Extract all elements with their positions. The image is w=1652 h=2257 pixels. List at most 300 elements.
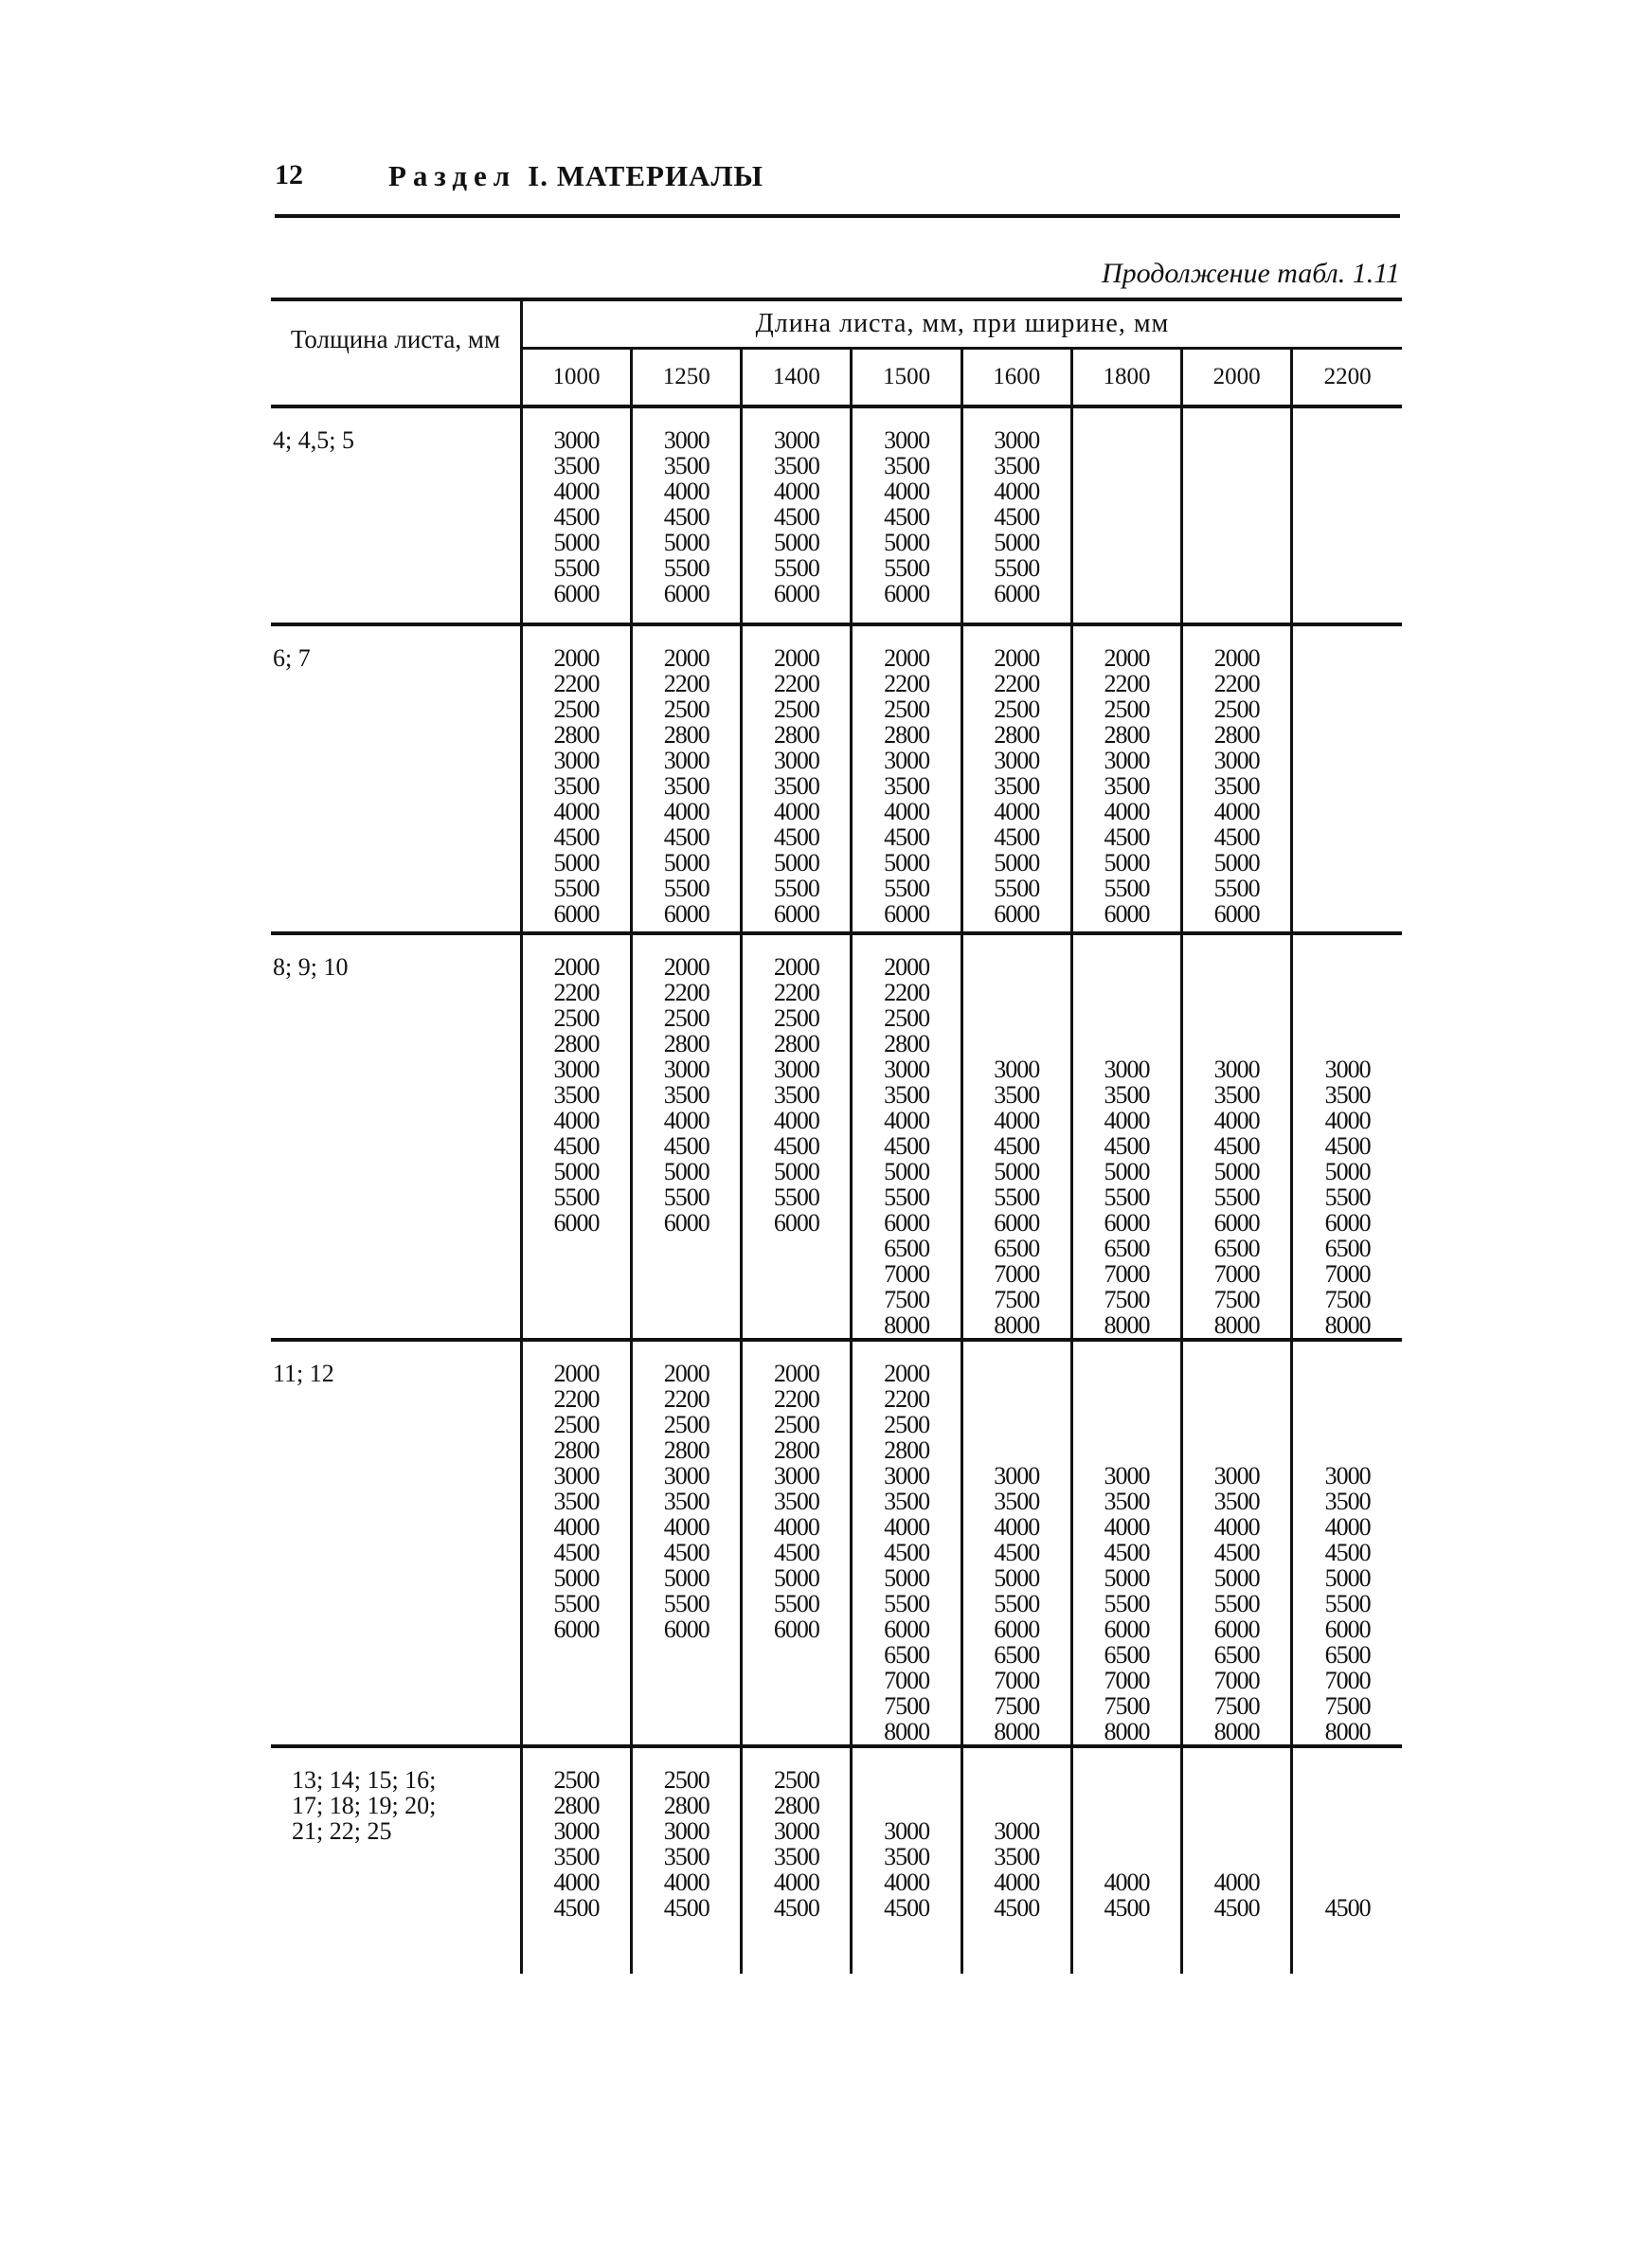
length-value: 6000 <box>1213 1209 1260 1237</box>
length-value <box>1234 954 1240 980</box>
length-value: 2000 <box>553 1360 600 1387</box>
length-value: 6500 <box>994 1641 1040 1669</box>
length-value <box>1234 1005 1240 1031</box>
length-value <box>1234 1844 1240 1869</box>
length-value: 5000 <box>773 529 819 556</box>
length-value: 3500 <box>994 1081 1040 1109</box>
length-value: 4000 <box>1104 1513 1150 1541</box>
length-value: 4000 <box>1213 1107 1260 1134</box>
length-value: 4500 <box>884 1132 930 1160</box>
length-cell <box>1071 1340 1181 1746</box>
length-value: 4500 <box>1104 1539 1150 1566</box>
length-value: 4000 <box>884 1107 930 1134</box>
width-header: 1400 <box>742 349 852 407</box>
length-value: 5000 <box>1104 1158 1150 1185</box>
length-cell <box>742 624 852 933</box>
length-value: 4000 <box>1213 1869 1260 1896</box>
length-value: 4000 <box>553 1107 600 1134</box>
length-value: 2500 <box>663 1766 709 1794</box>
length-value: 3500 <box>884 1081 930 1109</box>
length-value: 2500 <box>663 1411 709 1438</box>
length-value: 3000 <box>884 1462 930 1490</box>
length-value: 5000 <box>663 1158 709 1185</box>
length-value: 2200 <box>553 979 600 1006</box>
length-value <box>1124 1361 1130 1386</box>
thickness-value: 13; 14; 15; 16; <box>292 1766 437 1794</box>
length-value: 4500 <box>773 1894 819 1922</box>
length-value: 4000 <box>994 1513 1040 1541</box>
length-value: 8000 <box>1104 1311 1150 1339</box>
length-value: 3000 <box>553 1462 600 1490</box>
length-value: 4000 <box>553 798 600 825</box>
length-value <box>1124 954 1130 980</box>
length-value <box>1124 1767 1130 1793</box>
length-value: 2500 <box>1104 695 1150 723</box>
length-cell <box>961 1340 1071 1746</box>
length-value: 7000 <box>994 1667 1040 1694</box>
thickness-cell <box>271 624 521 933</box>
length-value: 3500 <box>1213 1488 1260 1515</box>
length-value: 3500 <box>1324 1488 1371 1515</box>
length-value <box>1234 1437 1240 1463</box>
length-value: 4000 <box>994 478 1040 505</box>
length-value: 3000 <box>994 747 1040 774</box>
length-value: 5000 <box>773 1158 819 1185</box>
length-value: 2000 <box>884 953 930 981</box>
length-value: 6000 <box>884 1616 930 1643</box>
length-value: 4500 <box>663 503 709 531</box>
length-value: 6000 <box>663 1209 709 1237</box>
length-value: 5000 <box>1324 1564 1371 1592</box>
length-value: 4500 <box>1324 1539 1371 1566</box>
length-value: 3000 <box>773 1817 819 1845</box>
length-value <box>1234 1361 1240 1386</box>
thickness-cell <box>271 1340 521 1746</box>
width-header: 2000 <box>1182 349 1292 407</box>
length-value <box>1345 954 1351 980</box>
thickness-column-header: Толщина листа, мм <box>271 299 521 406</box>
length-cell <box>1292 1340 1402 1746</box>
length-value: 5000 <box>884 849 930 876</box>
length-value: 3500 <box>553 452 600 479</box>
length-value: 3000 <box>1104 747 1150 774</box>
length-value <box>1345 1005 1351 1031</box>
length-value: 5500 <box>884 554 930 582</box>
length-value: 4500 <box>553 503 600 531</box>
length-value <box>904 1767 909 1793</box>
length-value: 4500 <box>1104 823 1150 851</box>
length-value: 6000 <box>553 900 600 928</box>
length-value: 5000 <box>1213 1158 1260 1185</box>
width-header: 2200 <box>1292 349 1402 407</box>
length-value: 3000 <box>884 1817 930 1845</box>
length-cell <box>961 933 1071 1340</box>
length-value: 4500 <box>994 823 1040 851</box>
length-value: 4000 <box>663 798 709 825</box>
length-value: 2800 <box>663 1436 709 1464</box>
length-value: 8000 <box>1213 1311 1260 1339</box>
length-value <box>1234 980 1240 1005</box>
length-value: 6500 <box>1104 1235 1150 1262</box>
length-value: 2500 <box>663 695 709 723</box>
length-value: 4000 <box>884 1513 930 1541</box>
length-value <box>1015 1412 1020 1437</box>
length-value: 8000 <box>1324 1311 1371 1339</box>
length-value: 4000 <box>1104 1107 1150 1134</box>
length-value <box>1345 980 1351 1005</box>
length-value: 3000 <box>663 1462 709 1490</box>
thickness-value: 6; 7 <box>273 644 311 672</box>
length-value: 4000 <box>553 1513 600 1541</box>
length-cell <box>1182 624 1292 933</box>
length-cell <box>742 1746 852 1974</box>
length-value: 6000 <box>1104 900 1150 928</box>
length-value: 3000 <box>773 1462 819 1490</box>
length-value: 4500 <box>553 1894 600 1922</box>
length-cell <box>852 406 961 624</box>
length-value: 3500 <box>773 1488 819 1515</box>
length-value: 5000 <box>1104 849 1150 876</box>
length-value <box>1345 1793 1351 1818</box>
length-value: 2500 <box>553 1004 600 1032</box>
length-value: 2200 <box>1213 670 1260 697</box>
length-cell <box>1071 624 1181 933</box>
length-value: 5000 <box>884 529 930 556</box>
length-value: 2500 <box>773 1004 819 1032</box>
length-value: 3500 <box>884 452 930 479</box>
length-value: 3000 <box>773 747 819 774</box>
length-value: 2000 <box>663 1360 709 1387</box>
section-title <box>388 159 763 193</box>
length-cell <box>1182 1340 1292 1746</box>
length-value: 4000 <box>773 1513 819 1541</box>
length-value: 4500 <box>994 1132 1040 1160</box>
length-value: 2500 <box>553 1411 600 1438</box>
length-value: 3000 <box>1324 1056 1371 1083</box>
length-value: 3500 <box>884 1843 930 1870</box>
length-value: 5500 <box>553 554 600 582</box>
length-value: 5500 <box>1213 1183 1260 1211</box>
length-value: 5500 <box>884 875 930 902</box>
length-value: 3500 <box>773 772 819 800</box>
length-value: 4000 <box>1104 1869 1150 1896</box>
length-value: 3500 <box>663 452 709 479</box>
length-cell <box>742 933 852 1340</box>
length-value: 4000 <box>1104 798 1150 825</box>
length-value: 4000 <box>1213 1513 1260 1541</box>
length-value: 6000 <box>663 580 709 607</box>
length-value: 2200 <box>884 1385 930 1413</box>
length-value: 8000 <box>884 1311 930 1339</box>
length-value: 3000 <box>994 426 1040 454</box>
length-value: 2000 <box>884 644 930 672</box>
length-value: 4500 <box>773 823 819 851</box>
length-value: 2800 <box>884 1436 930 1464</box>
length-value: 8000 <box>994 1311 1040 1339</box>
length-value: 2000 <box>1104 644 1150 672</box>
length-cell <box>1292 1746 1402 1974</box>
width-header: 1500 <box>852 349 961 407</box>
length-value: 4500 <box>663 823 709 851</box>
length-value: 4000 <box>773 798 819 825</box>
length-value: 6500 <box>1324 1235 1371 1262</box>
length-value: 2500 <box>773 1766 819 1794</box>
length-value: 6000 <box>553 1209 600 1237</box>
length-value: 6500 <box>884 1641 930 1669</box>
length-cell <box>852 1340 961 1746</box>
length-value: 4500 <box>663 1132 709 1160</box>
length-cell <box>632 624 742 933</box>
length-value: 5500 <box>773 1590 819 1617</box>
length-value: 3500 <box>773 1081 819 1109</box>
length-value: 7500 <box>1104 1286 1150 1313</box>
length-value <box>1345 1767 1351 1793</box>
length-value: 5000 <box>1324 1158 1371 1185</box>
length-value <box>1124 1412 1130 1437</box>
length-value: 6000 <box>553 1616 600 1643</box>
length-cell <box>961 406 1071 624</box>
length-value <box>1124 1818 1130 1844</box>
length-value: 3500 <box>1104 772 1150 800</box>
length-value: 2800 <box>1104 721 1150 749</box>
length-value: 3000 <box>1324 1462 1371 1490</box>
length-value: 4500 <box>553 823 600 851</box>
length-value: 3500 <box>663 772 709 800</box>
length-value: 3500 <box>1104 1081 1150 1109</box>
length-value: 5500 <box>1104 875 1150 902</box>
length-cell <box>1071 1746 1181 1974</box>
length-value: 5500 <box>1104 1183 1150 1211</box>
length-value: 7500 <box>1213 1692 1260 1720</box>
length-value: 5000 <box>884 1158 930 1185</box>
length-value: 2800 <box>553 1792 600 1819</box>
length-value: 2500 <box>663 1004 709 1032</box>
table-row <box>271 624 1402 933</box>
length-value <box>1015 1005 1020 1031</box>
length-value: 2000 <box>663 953 709 981</box>
length-value: 6500 <box>1324 1641 1371 1669</box>
length-value: 5000 <box>553 1564 600 1592</box>
length-value: 5500 <box>663 875 709 902</box>
length-value: 2500 <box>884 695 930 723</box>
length-value: 2200 <box>773 670 819 697</box>
length-value: 3500 <box>663 1843 709 1870</box>
length-value: 4000 <box>663 1513 709 1541</box>
length-value: 7000 <box>1213 1260 1260 1288</box>
thickness-value: 4; 4,5; 5 <box>273 426 354 454</box>
length-value: 4000 <box>663 1869 709 1896</box>
length-value: 4000 <box>553 478 600 505</box>
length-value: 2200 <box>663 1385 709 1413</box>
length-value: 3500 <box>553 1843 600 1870</box>
length-value <box>1234 1767 1240 1793</box>
length-value: 6000 <box>994 580 1040 607</box>
length-value: 4500 <box>994 503 1040 531</box>
length-value: 2500 <box>553 1766 600 1794</box>
length-value: 3500 <box>1104 1488 1150 1515</box>
length-value: 5500 <box>663 1183 709 1211</box>
length-value: 2000 <box>773 953 819 981</box>
length-value: 3000 <box>994 1056 1040 1083</box>
length-value: 2800 <box>773 721 819 749</box>
length-value: 6000 <box>1324 1209 1371 1237</box>
header-rule <box>275 214 1400 218</box>
length-value: 7500 <box>1324 1286 1371 1313</box>
length-value: 2500 <box>994 695 1040 723</box>
length-value <box>1124 1844 1130 1869</box>
length-value: 3000 <box>663 426 709 454</box>
length-value: 6000 <box>773 580 819 607</box>
length-value: 2200 <box>663 670 709 697</box>
length-value: 5000 <box>994 529 1040 556</box>
length-value: 6000 <box>663 1616 709 1643</box>
length-value <box>1234 1031 1240 1056</box>
length-value: 3500 <box>994 452 1040 479</box>
length-value: 3500 <box>663 1488 709 1515</box>
length-value: 3000 <box>1104 1462 1150 1490</box>
thickness-value: 21; 22; 25 <box>292 1817 392 1845</box>
length-value <box>1015 1386 1020 1412</box>
length-value: 2200 <box>994 670 1040 697</box>
sheet-size-table <box>271 298 1402 1974</box>
length-value <box>1345 1844 1351 1869</box>
length-cell <box>632 406 742 624</box>
length-value: 3500 <box>994 1488 1040 1515</box>
length-value: 2000 <box>773 644 819 672</box>
length-value: 4500 <box>884 1539 930 1566</box>
length-value: 5000 <box>994 1158 1040 1185</box>
length-value: 3500 <box>663 1081 709 1109</box>
length-value: 4500 <box>884 1894 930 1922</box>
length-value: 2200 <box>884 979 930 1006</box>
length-value: 2000 <box>553 644 600 672</box>
length-value: 4000 <box>663 1107 709 1134</box>
length-value: 7000 <box>884 1667 930 1694</box>
length-value: 4500 <box>1213 1539 1260 1566</box>
length-value: 3500 <box>884 1488 930 1515</box>
length-value: 6000 <box>994 1209 1040 1237</box>
length-value <box>1345 1818 1351 1844</box>
length-value: 2800 <box>553 721 600 749</box>
length-value: 3000 <box>663 1817 709 1845</box>
length-value: 4500 <box>553 1132 600 1160</box>
length-value: 5500 <box>553 1183 600 1211</box>
length-value: 5500 <box>553 1590 600 1617</box>
length-value: 8000 <box>1104 1718 1150 1745</box>
running-head <box>275 159 1400 203</box>
length-cell <box>852 933 961 1340</box>
length-value: 4500 <box>1104 1132 1150 1160</box>
length-value: 5000 <box>553 849 600 876</box>
length-value: 4500 <box>994 1539 1040 1566</box>
length-value: 4000 <box>884 1869 930 1896</box>
length-column-header: Длина листа, мм, при ширине, мм <box>521 299 1402 349</box>
length-value: 3000 <box>553 747 600 774</box>
length-cell <box>1182 933 1292 1340</box>
thickness-cell <box>271 406 521 624</box>
length-value: 4500 <box>1324 1894 1371 1922</box>
length-value: 5500 <box>773 1183 819 1211</box>
length-value: 4500 <box>1324 1132 1371 1160</box>
table-continuation-label: Продолжение табл. 1.11 <box>1101 258 1400 289</box>
length-value: 4000 <box>994 1869 1040 1896</box>
length-value: 7000 <box>1104 1260 1150 1288</box>
length-value: 2000 <box>773 1360 819 1387</box>
table-row <box>271 406 1402 624</box>
length-value: 5500 <box>884 1590 930 1617</box>
length-value: 4000 <box>1213 798 1260 825</box>
length-value: 5500 <box>1104 1590 1150 1617</box>
length-value: 6500 <box>994 1235 1040 1262</box>
length-value: 2800 <box>773 1030 819 1057</box>
length-value: 5500 <box>1324 1590 1371 1617</box>
length-value: 6000 <box>1213 900 1260 928</box>
length-cell <box>632 1340 742 1746</box>
thickness-value: 8; 9; 10 <box>273 953 349 981</box>
length-value: 2000 <box>1213 644 1260 672</box>
length-value: 7500 <box>1104 1692 1150 1720</box>
length-value <box>1124 1437 1130 1463</box>
length-value <box>1345 1386 1351 1412</box>
length-value <box>1015 1793 1020 1818</box>
length-value: 3000 <box>994 1462 1040 1490</box>
length-value: 3500 <box>1213 772 1260 800</box>
length-value: 4000 <box>553 1869 600 1896</box>
length-value: 6000 <box>994 1616 1040 1643</box>
width-header: 1250 <box>632 349 742 407</box>
length-value: 2200 <box>553 670 600 697</box>
length-value <box>1234 1412 1240 1437</box>
length-cell <box>1292 406 1402 624</box>
length-value: 4500 <box>884 823 930 851</box>
section-title-text: I. МАТЕРИАЛЫ <box>528 159 763 192</box>
length-value: 3000 <box>553 1817 600 1845</box>
length-value: 4500 <box>994 1894 1040 1922</box>
length-value: 3500 <box>553 1488 600 1515</box>
length-value: 6000 <box>1213 1616 1260 1643</box>
length-value: 4000 <box>884 798 930 825</box>
length-value: 6000 <box>773 900 819 928</box>
length-value: 4000 <box>773 1107 819 1134</box>
length-value: 4500 <box>663 1894 709 1922</box>
length-value: 6500 <box>884 1235 930 1262</box>
length-value: 4000 <box>994 1107 1040 1134</box>
length-value <box>1124 1386 1130 1412</box>
length-value: 5000 <box>773 849 819 876</box>
width-header: 1800 <box>1071 349 1181 407</box>
length-value: 7000 <box>884 1260 930 1288</box>
length-value: 4500 <box>773 1132 819 1160</box>
length-value: 4500 <box>553 1539 600 1566</box>
length-value: 3000 <box>884 426 930 454</box>
length-cell <box>521 406 631 624</box>
length-value: 2800 <box>994 721 1040 749</box>
length-value: 3000 <box>773 426 819 454</box>
length-value <box>1015 954 1020 980</box>
length-value: 3000 <box>1213 747 1260 774</box>
length-value: 7500 <box>884 1286 930 1313</box>
length-value: 5000 <box>1213 849 1260 876</box>
length-value: 5500 <box>1213 1590 1260 1617</box>
length-value: 5000 <box>994 1564 1040 1592</box>
length-value: 2800 <box>553 1030 600 1057</box>
length-value: 3000 <box>1213 1462 1260 1490</box>
length-value: 4000 <box>1324 1107 1371 1134</box>
length-value <box>1345 1031 1351 1056</box>
length-cell <box>742 406 852 624</box>
length-value: 3500 <box>773 1843 819 1870</box>
length-value: 3000 <box>994 1817 1040 1845</box>
